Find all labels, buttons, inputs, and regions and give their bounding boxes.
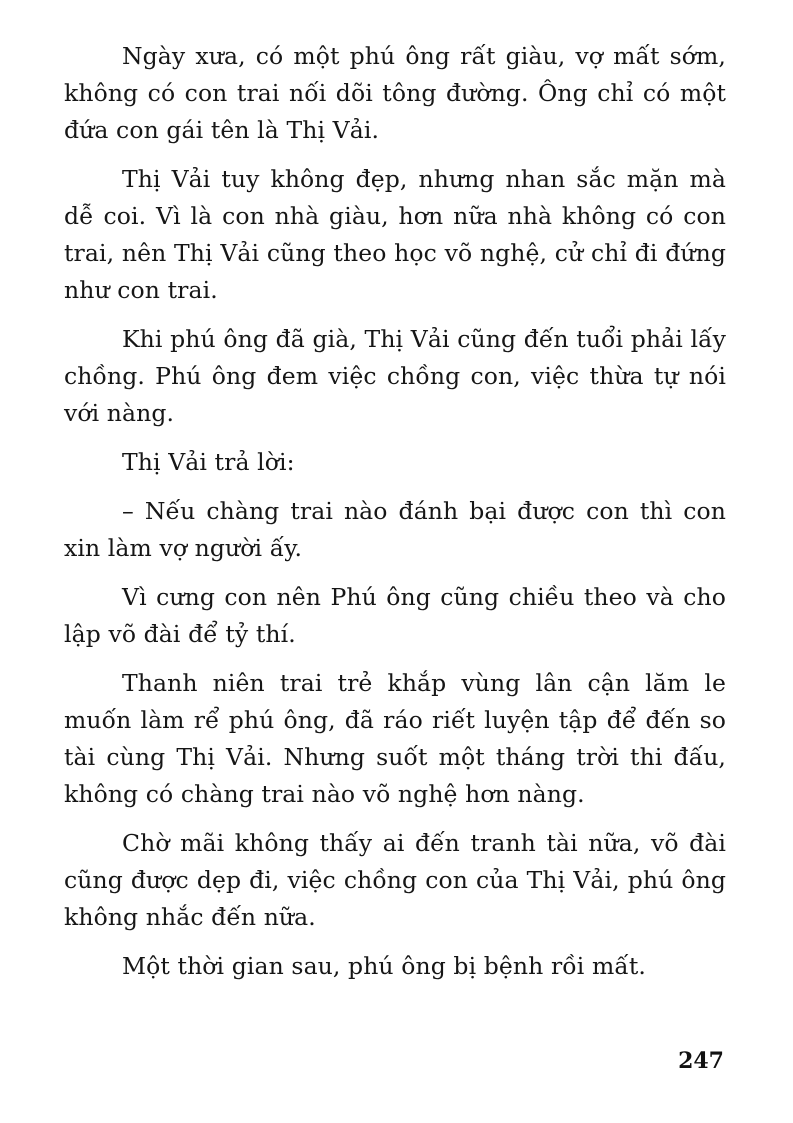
paragraph-1: Ngày xưa, có một phú ông rất giàu, vợ mất sớm, không có con trai nối dõi tông đường. Ông chỉ có một đứa con gái tên là Thị Vải.	[64, 42, 726, 144]
paragraph-6: Vì cưng con nên Phú ông cũng chiều theo và cho lập võ đài để tỷ thí.	[64, 583, 726, 648]
paragraph-9: Một thời gian sau, phú ông bị bệnh rồi mất.	[122, 952, 646, 980]
paragraph-3: Khi phú ông đã già, Thị Vải cũng đến tuổi phải lấy chồng. Phú ông đem việc chồng con, việc thừa tự nói với nàng.	[64, 325, 726, 427]
paragraph-4: Thị Vải trả lời:	[122, 448, 295, 476]
paragraph-8: Chờ mãi không thấy ai đến tranh tài nữa, võ đài cũng được dẹp đi, việc chồng con của Thị Vải, phú ông không nhắc đến nữa.	[64, 829, 726, 931]
paragraph-7: Thanh niên trai trẻ khắp vùng lân cận lăm le muốn làm rể phú ông, đã ráo riết luyện tập để đến so tài cùng Thị Vải. Nhưng suốt một tháng trời thi đấu, không có chàng trai nào võ nghệ hơn nàng.	[64, 669, 726, 808]
page-body	[64, 38, 726, 997]
paragraph-5: – Nếu chàng trai nào đánh bại được con thì con xin làm vợ người ấy.	[64, 497, 726, 562]
paragraph-2: Thị Vải tuy không đẹp, nhưng nhan sắc mặn mà dễ coi. Vì là con nhà giàu, hơn nữa nhà không có con trai, nên Thị Vải cũng theo học võ nghệ, cử chỉ đi đứng như con trai.	[64, 165, 726, 304]
page-number: 247	[678, 1048, 724, 1074]
